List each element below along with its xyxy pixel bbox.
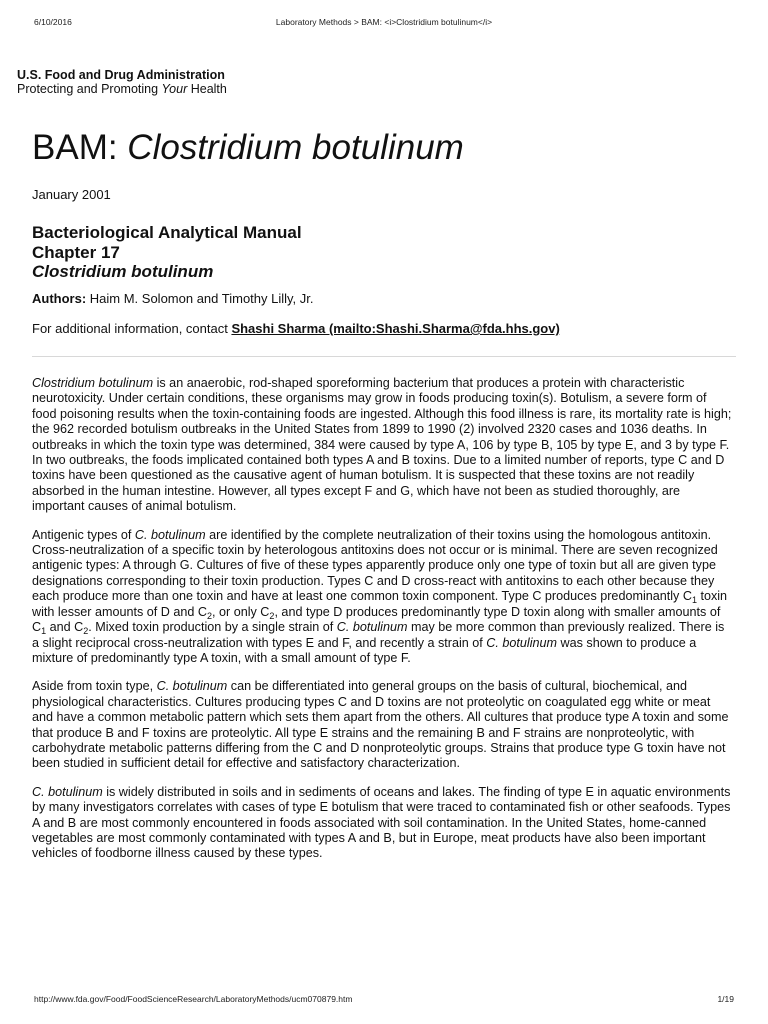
chapter-number: Chapter 17 [32,242,120,262]
org-name[interactable]: U.S. Food and Drug Administration [17,68,225,82]
contact-line: For additional information, contact Shashi Sharma (mailto:Shashi.Sharma@fda.hhs.gov) [32,321,560,336]
print-date: 6/10/2016 [34,17,72,27]
paragraph-antigenic-types: Antigenic types of C. botulinum are identified by the complete neutralization of their toxins using the homologous antitoxin. Cross-neutralization of a specific toxin by heterologous antitoxins does not occur or is minimal. There are seven recognized antigenic types: A through G. Cultures of five of these types apparently produce only one type of toxin but all are given type designations corresponding to their toxin production. Types C and D cross-react with antitoxins to each other because they each produce more than one toxin and have at least one common toxin component. Type C produces predominantly $C_1$ toxin with lesser amounts of D and $C_2$, or only $C_2$, and type D produces predominantly type D toxin along with smaller amounts of $C_1$ and $C_2$. Mixed toxin production by a single strain of C. botulinum may be more common than previously realized. There is a slight reciprocal cross-neutralization with types E and F, and recently a strain of C. botulinum was shown to produce a mixture of predominantly type A toxin, with a small amount of type F. [32,527,728,665]
print-url: http://www.fda.gov/Food/FoodScienceResearch/LaboratoryMethods/ucm070879.htm [34,994,353,1004]
authors-names: Haim M. Solomon and Timothy Lilly, Jr. [86,291,314,306]
paragraph-intro: Clostridium botulinum is an anaerobic, rod-shaped sporeforming bacterium that produces a protein with characteristic neurotoxicity. Under certain conditions, these organisms may grow in foods producing toxin(s). Botulism, a severe form of food poisoning results when the toxin-containing foods are ingested. Although this food illness is rare, its mortality rate is high; the 962 recorded botulism outbreaks in the United States from 1899 to 1990 (2) involved 2320 cases and 1036 deaths. In outbreaks in which the toxin type was determined, 384 were caused by type A, 106 by type B, 105 by type E, and 3 by type F. In two outbreaks, the foods implicated contained both types A and B toxins. Due to a limited number of reports, type C and D toxins have been questioned as the causative agent of human botulism. It is suspected that these toxins are not readily absorbed in the human intestine. However, all types except F and G, which have not been as studied thoroughly, are important causes of animal botulism. [32,376,732,514]
page-title-organism: Clostridium botulinum [127,128,464,167]
divider [32,356,736,357]
authors [32,291,314,306]
manual-heading [32,223,302,282]
page-number: 1/19 [717,994,734,1004]
authors-label: Authors: [32,291,87,306]
page-title: BAM: Clostridium botulinum [32,128,464,167]
print-page-title: Laboratory Methods > BAM: <i>Clostridium botulinum</i> [275,17,493,27]
manual-name: Bacteriological Analytical Manual [32,223,302,242]
fda-org-header[interactable] [17,68,227,96]
chapter-title: Clostridium botulinum [32,262,214,281]
article-body [32,376,732,875]
org-tagline: Protecting and Promoting Your Health [17,82,227,96]
contact-email-link[interactable]: Shashi Sharma (mailto:Shashi.Sharma@fda.hhs.gov) [231,321,560,336]
paragraph-groups: Aside from toxin type, C. botulinum can be differentiated into general groups on the basis of cultural, biochemical, and physiological characteristics. Cultures producing types C and D toxins are not proteolytic on coagulated egg white or meat and have a common metabolic pattern which sets them apart from the others. All cultures that produce type A toxin and some that produce B and F toxins are proteolytic. All type E strains and the remaining B and F strains are nonproteolytic, with carbohydrate metabolic patterns differing from the C and D nonproteolytic groups. Strains that produce type G toxin have not been studied in sufficient detail for effective and satisfactory characterization. [32,679,729,771]
publication-date: January 2001 [32,187,111,202]
paragraph-distribution: C. botulinum is widely distributed in soils and in sediments of oceans and lakes. The finding of type E in aquatic environments by many investigators correlates with cases of type E botulism that were traced to contaminated fish or other seafoods. Types A and B are most commonly encountered in foods associated with soil contamination. In the United States, home-canned vegetables are most commonly contaminated with types A and B, but in Europe, meat products have also been important vehicles of foodborne illness caused by these types. [32,784,731,861]
